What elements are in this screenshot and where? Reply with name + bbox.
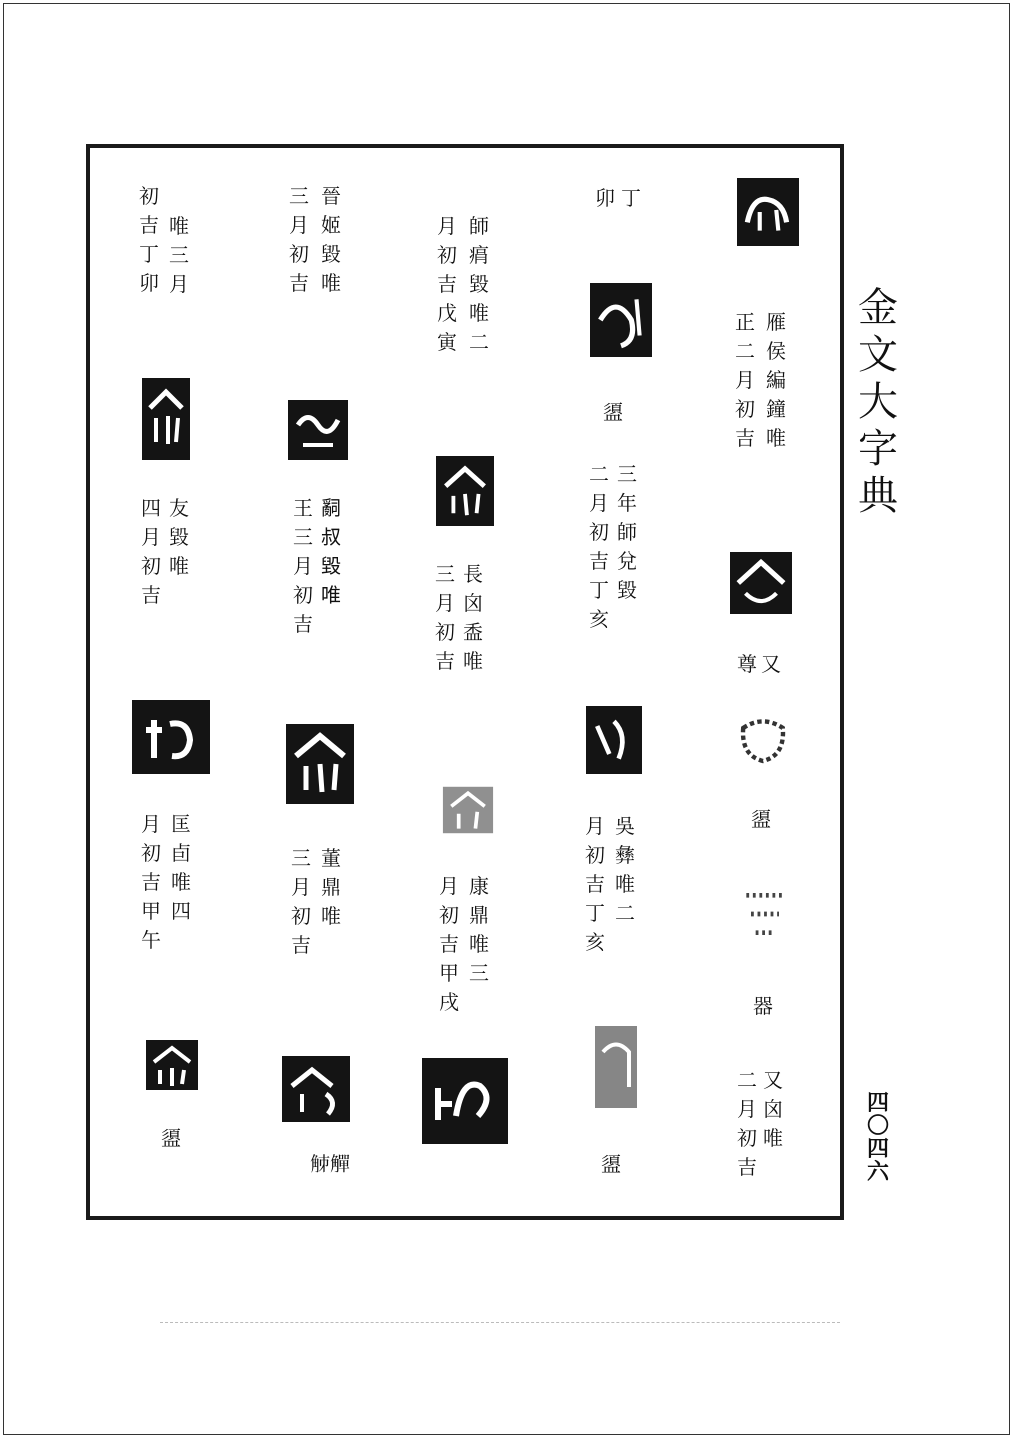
inscription-rubbing xyxy=(286,724,354,804)
inscription-rubbing xyxy=(590,1022,642,1112)
inscription-rubbing xyxy=(737,178,799,246)
inscription-text: 又 xyxy=(761,652,781,676)
inscription-text: 又囟 唯 xyxy=(763,1068,790,1150)
inscription-text: 尊 xyxy=(737,652,757,676)
inscription-text: 晉姬毀 唯 xyxy=(321,184,348,295)
inscription-text: 月初吉丁亥 xyxy=(585,814,605,954)
inscription-text: 匡卣 唯四 xyxy=(171,812,198,923)
inscription-text: 器 xyxy=(753,994,773,1018)
page-number: 四〇四六 xyxy=(866,1090,889,1185)
inscription-text: 長囟盉 唯 xyxy=(463,562,490,673)
inscription-text: 三年師兌毀 xyxy=(617,462,637,602)
inscription-text: 友毀 唯 xyxy=(169,496,196,578)
inscription-text: 𧣘觶 xyxy=(310,1152,350,1176)
scan-artifact-line xyxy=(160,1322,840,1324)
inscription-rubbing xyxy=(586,706,642,774)
inscription-rubbing xyxy=(590,283,652,357)
inscription-rubbing xyxy=(422,1058,508,1144)
inscription-text: 初吉丁卯 xyxy=(139,184,159,295)
inscription-rubbing xyxy=(282,1056,350,1122)
inscription-text: 盨 xyxy=(751,807,771,831)
inscription-text: 盨 xyxy=(601,1152,621,1176)
inscription-rubbing xyxy=(142,378,190,460)
inscription-text: 康鼎 唯三 xyxy=(469,874,496,985)
inscription-text: 𤔲叔毀 唯 xyxy=(321,496,348,607)
inscription-text: 四月初吉 xyxy=(141,496,161,607)
inscription-text: 盨 xyxy=(603,400,623,424)
book-title: 金文大字典 xyxy=(858,285,898,519)
inscription-text: 雁侯編鐘 唯 xyxy=(766,310,793,450)
inscription-text: 三月初吉 xyxy=(289,184,309,295)
inscription-text: 唯三月 xyxy=(169,214,189,296)
inscription-rubbing xyxy=(440,784,496,836)
inscription-rubbing xyxy=(737,878,793,950)
inscription-text: 二月初吉 xyxy=(737,1068,757,1179)
inscription-text: 二月初吉丁亥 xyxy=(589,462,609,631)
inscription-rubbing xyxy=(730,552,792,614)
inscription-text: 月初吉戊寅 xyxy=(437,214,457,354)
inscription-text: 三月初吉 xyxy=(291,846,311,957)
inscription-rubbing xyxy=(730,706,796,772)
inscription-text: 三月初吉 xyxy=(435,562,455,673)
inscription-text: 王三月初吉 xyxy=(293,496,313,636)
inscription-text: 師㾓毀 唯二 xyxy=(469,214,496,354)
inscription-rubbing xyxy=(436,456,494,526)
inscription-rubbing xyxy=(146,1040,198,1090)
inscription-rubbing xyxy=(132,700,210,774)
inscription-text: 丁 xyxy=(621,186,641,210)
inscription-text: 月初吉甲午 xyxy=(141,812,161,952)
inscription-text: 董鼎 唯 xyxy=(321,846,348,928)
inscription-text: 盨 xyxy=(161,1126,181,1150)
inscription-text: 月初吉甲戌 xyxy=(439,874,459,1014)
inscription-rubbing xyxy=(288,400,348,460)
inscription-text: 卯 xyxy=(595,186,615,210)
inscription-text: 正二月初吉 xyxy=(735,310,755,450)
inscription-text: 吳彝 唯二 xyxy=(615,814,642,925)
